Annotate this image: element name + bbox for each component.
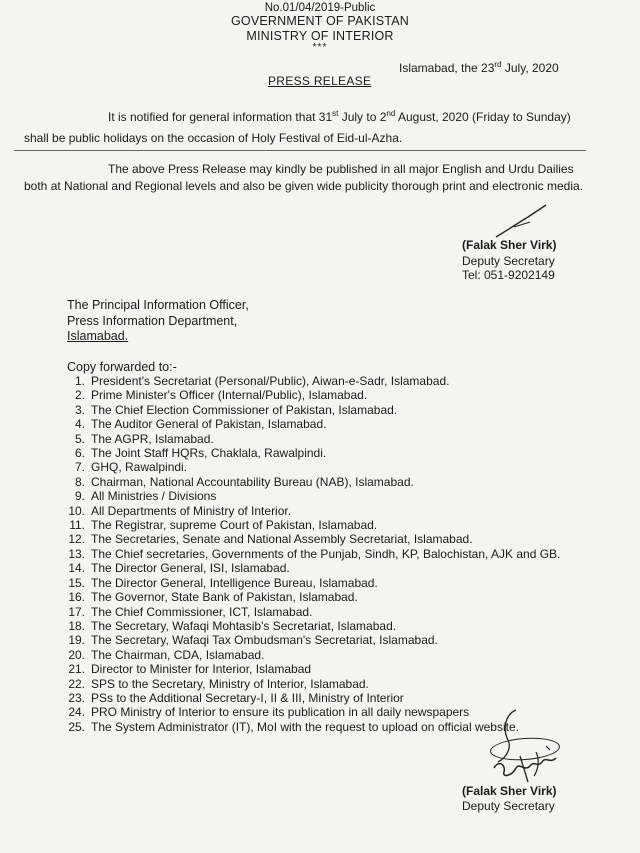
recipient-number: 3.	[74, 402, 85, 417]
recipient-number: 12.	[68, 532, 85, 547]
recipient-text: The System Administrator (IT), MoI with the request to upload on official website.	[91, 719, 519, 734]
recipient-number: 24.	[68, 705, 85, 720]
recipient-text: Prime Minister's Officer (Internal/Public), Islamabad.	[91, 388, 368, 403]
recipient-text: The Chief Commissioner, ICT, Islamabad.	[91, 604, 313, 619]
recipient-text: The Director General, Intelligence Bureau, Islamabad.	[91, 575, 378, 590]
recipient-item	[40, 504, 600, 518]
recipient-number: 6.	[74, 446, 85, 461]
recipient-item	[40, 518, 600, 532]
recipient-number: 13.	[68, 546, 85, 561]
document-title: PRESS RELEASE	[268, 74, 372, 88]
copy-forwarded-heading: Copy forwarded to:-	[67, 360, 177, 374]
publication-request: The above Press Release may kindly be published in all major English and Urdu Dailies both at National and Regional levels and also be given wide publicity thorough print and electronic media.	[24, 162, 584, 193]
recipient-text: The Chief Election Commissioner of Pakistan, Islamabad.	[91, 402, 398, 417]
recipient-text: The Governor, State Bank of Pakistan, Islamabad.	[91, 590, 358, 605]
addressee-line-2: Press Information Department,	[67, 313, 238, 328]
recipient-number: 20.	[68, 647, 85, 662]
recipient-item	[40, 619, 600, 633]
recipient-item	[40, 374, 600, 388]
recipient-item	[40, 547, 600, 561]
recipient-number: 25.	[68, 719, 85, 734]
recipient-item	[40, 605, 600, 619]
recipient-item	[40, 417, 600, 431]
recipient-item	[40, 633, 600, 647]
recipient-text: All Departments of Ministry of Interior.	[91, 503, 292, 518]
recipient-number: 19.	[68, 633, 85, 648]
signatory-designation-final: Deputy Secretary	[462, 799, 555, 813]
issue-date: Islamabad, the 23rd July, 2020	[399, 60, 559, 75]
recipient-text: PSs to the Additional Secretary-I, II & III, Ministry of Interior	[91, 690, 404, 705]
recipient-number: 22.	[68, 676, 85, 691]
recipient-number: 16.	[68, 590, 85, 605]
recipient-text: SPS to the Secretary, Ministry of Interior, Islamabad.	[91, 676, 369, 691]
recipient-item	[40, 489, 600, 503]
signature-mark-2	[476, 706, 572, 788]
addressee-line-3: Islamabad.	[67, 329, 129, 343]
recipient-text: The AGPR, Islamabad.	[91, 431, 214, 446]
signatory-name-final: (Falak Sher Virk)	[462, 784, 557, 798]
reference-number: No.01/04/2019-Public	[264, 2, 376, 14]
recipient-text: GHQ, Rawalpindi.	[91, 460, 188, 475]
recipient-text: The Registrar, supreme Court of Pakistan, Islamabad.	[91, 518, 378, 533]
recipient-item	[40, 691, 600, 705]
recipient-number: 2.	[74, 388, 85, 403]
government-heading: GOVERNMENT OF PAKISTAN	[230, 14, 410, 28]
recipient-text: The Secretary, Wafaqi Tax Ombudsman's Secretariat, Islamabad.	[91, 633, 438, 648]
recipient-text: The Secretaries, Senate and National Assembly Secretariat, Islamabad.	[91, 532, 473, 547]
recipient-number: 21.	[68, 662, 85, 677]
recipient-item	[40, 432, 600, 446]
recipient-item	[40, 648, 600, 662]
recipient-text: The Director General, ISI, Islamabad.	[91, 561, 290, 576]
recipient-item	[40, 561, 600, 575]
recipient-item	[40, 475, 600, 489]
recipient-item	[40, 662, 600, 676]
recipient-text: The Chief secretaries, Governments of the Punjab, Sindh, KP, Balochistan, AJK and GB.	[91, 546, 561, 561]
recipient-text: President's Secretariat (Personal/Public), Aiwan-e-Sadr, Islamabad.	[91, 374, 450, 388]
signature-mark-1	[494, 203, 548, 239]
divider-line	[14, 150, 586, 151]
recipient-number: 14.	[68, 561, 85, 576]
recipient-text: The Joint Staff HQRs, Chaklala, Rawalpindi.	[91, 446, 327, 461]
signatory-telephone: Tel: 051-9202149	[462, 268, 555, 282]
recipient-item	[40, 388, 600, 402]
recipient-item	[40, 460, 600, 474]
recipient-number: 4.	[74, 417, 85, 432]
recipient-item	[40, 677, 600, 691]
recipient-number: 11.	[69, 518, 85, 533]
recipient-text: Director to Minister for Interior, Islamabad	[91, 662, 312, 677]
recipient-text: The Secretary, Wafaqi Mohtasib's Secretariat, Islamabad.	[91, 618, 397, 633]
recipient-number: 17.	[68, 604, 85, 619]
recipient-item	[40, 403, 600, 417]
addressee-line-1: The Principal Information Officer,	[67, 298, 249, 312]
ministry-heading: MINISTRY OF INTERIOR	[246, 29, 394, 43]
recipient-text: PRO Ministry of Interior to ensure its publication in all daily newspapers	[91, 705, 470, 720]
recipient-item	[40, 446, 600, 460]
recipient-number: 10.	[68, 503, 85, 518]
recipient-item	[40, 532, 600, 546]
recipient-number: 23.	[68, 690, 85, 705]
holiday-notice: It is notified for general information that 31st July to 2nd August, 2020 (Friday to Sunday) shall be public holidays on the occasion of Holy Festival of Eid-ul-Azha.	[24, 109, 571, 145]
recipient-number: 1.	[74, 374, 85, 388]
recipient-item	[40, 576, 600, 590]
recipient-number: 15.	[68, 575, 85, 590]
recipient-number: 8.	[74, 474, 85, 489]
recipient-text: The Auditor General of Pakistan, Islamabad.	[91, 417, 327, 432]
signatory-name: (Falak Sher Virk)	[462, 238, 557, 252]
recipient-number: 9.	[74, 489, 85, 504]
recipient-number: 5.	[74, 431, 85, 446]
recipient-number: 18.	[68, 618, 85, 633]
copy-forwarded-list	[40, 374, 600, 734]
recipient-text: The Chairman, CDA, Islamabad.	[91, 647, 265, 662]
recipient-item	[40, 590, 600, 604]
addressee-block	[67, 298, 249, 345]
recipient-text: All Ministries / Divisions	[91, 489, 217, 504]
recipient-text: Chairman, National Accountability Bureau (NAB), Islamabad.	[91, 474, 414, 489]
recipient-number: 7.	[74, 460, 85, 475]
signatory-designation: Deputy Secretary	[462, 254, 555, 268]
header-separator: ***	[312, 42, 328, 53]
